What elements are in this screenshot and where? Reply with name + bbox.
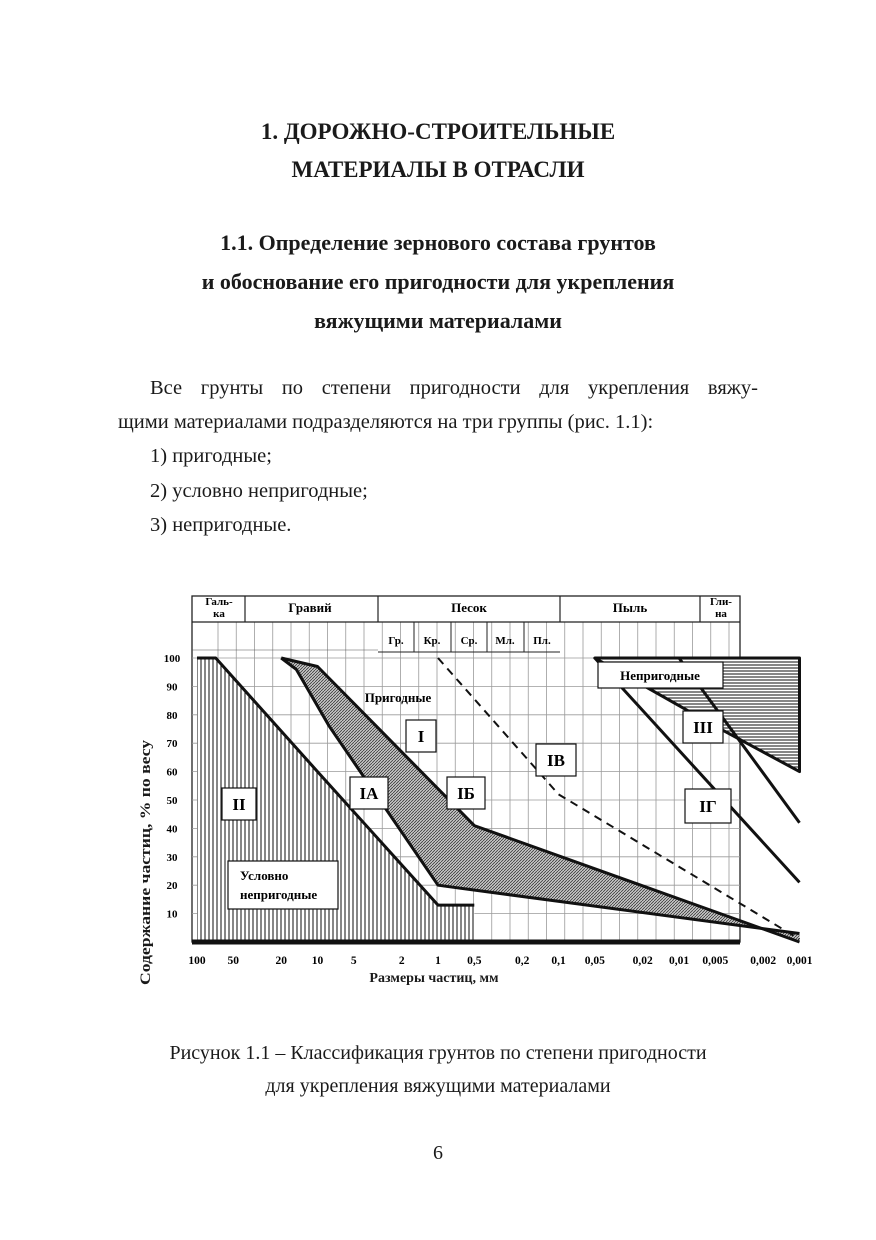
y-tick-label: 70 (166, 738, 178, 751)
x-tick-label: 0,5 (467, 955, 482, 967)
zone-label-II: II (232, 795, 246, 814)
sand-subgroup-label: Пл. (533, 635, 551, 647)
y-tick-label: 10 (166, 908, 178, 921)
intro-line-1: Все грунты по степени пригодности для укрепления вяжу- (150, 377, 758, 399)
x-axis-label: Размеры частиц, мм (369, 971, 499, 986)
list-item-2: 2) условно непригодные; (150, 480, 368, 502)
x-tick-label: 0,01 (668, 955, 690, 967)
x-tick-label: 0,1 (551, 955, 566, 967)
sand-subgroup-label: Ср. (460, 635, 478, 647)
section-title-line-2: и обоснование его пригодности для укрепления (201, 269, 675, 294)
y-tick-label: 30 (166, 851, 178, 864)
zone-label-IA: IA (359, 784, 379, 803)
fraction-group-label: Гли- (710, 596, 732, 608)
chapter-title-line-2: МАТЕРИАЛЫ В ОТРАСЛИ (291, 157, 585, 182)
fraction-group-label: Галь- (205, 596, 233, 608)
y-tick-label: 40 (166, 823, 178, 836)
x-tick-label: 0,005 (702, 955, 729, 967)
list-item-3: 3) непригодные. (150, 514, 292, 536)
y-tick-label: 20 (166, 880, 178, 893)
zone-label-III: III (693, 718, 713, 737)
y-tick-label: 100 (163, 653, 181, 665)
figure-caption-line-2: для укрепления вяжущими материалами (265, 1075, 611, 1097)
sand-subgroup-label: Кр. (423, 635, 441, 647)
fraction-group-label: на (715, 608, 727, 620)
x-tick-label: 0,05 (584, 955, 605, 967)
fraction-group-label: ка (213, 608, 225, 620)
soil-classification-chart (0, 580, 876, 1000)
x-tick-label: 50 (227, 955, 240, 967)
figure-caption-line-1: Рисунок 1.1 – Классификация грунтов по степени пригодности (169, 1042, 707, 1064)
fraction-group-label: Песок (451, 600, 487, 615)
zone-label-IG: IГ (699, 797, 717, 816)
chapter-title-line-1: 1. ДОРОЖНО-СТРОИТЕЛЬНЫЕ (260, 119, 616, 144)
x-tick-label: 100 (188, 955, 206, 967)
sand-subgroup-label: Мл. (495, 635, 515, 647)
x-tick-label: 0,02 (632, 955, 653, 967)
group-label-unsuitable: Непригодные (620, 668, 700, 683)
zone-label-I: I (417, 727, 425, 746)
fraction-header (192, 596, 740, 652)
y-tick-label: 60 (166, 766, 178, 779)
y-tick-labels (164, 653, 181, 921)
group-label-conditional-line-2: непригодные (240, 887, 318, 902)
x-tick-label: 0,001 (786, 955, 813, 967)
fraction-group-label: Гравий (288, 600, 332, 615)
section-title-line-3: вяжущими материалами (314, 308, 562, 333)
intro-line-2: щими материалами подразделяются на три группы (рис. 1.1): (118, 411, 654, 433)
x-tick-label: 5 (350, 955, 357, 967)
list-item-1: 1) пригодные; (150, 445, 272, 467)
y-tick-label: 80 (166, 709, 178, 722)
x-tick-label: 20 (275, 955, 287, 967)
section-title-line-1: 1.1. Определение зернового состава грунтов (220, 230, 656, 255)
y-tick-label: 90 (166, 681, 178, 694)
group-label-suitable: Пригодные (364, 690, 432, 705)
x-tick-labels (188, 955, 812, 967)
zone-label-IB: IB (547, 751, 565, 770)
page-number: 6 (433, 1142, 443, 1164)
y-tick-label: 50 (166, 795, 178, 807)
fraction-group-label: Пыль (612, 600, 648, 615)
x-tick-label: 0,2 (515, 955, 530, 967)
group-label-conditional-line-1: Условно (240, 868, 289, 883)
x-tick-label: 0,002 (750, 955, 777, 967)
x-tick-label: 10 (311, 955, 324, 967)
y-axis-label: Содержание частиц, % по весу (138, 776, 154, 985)
zone-label-IB-cyrillic: IБ (457, 784, 475, 803)
x-tick-label: 2 (398, 955, 405, 967)
x-tick-label: 1 (435, 955, 441, 967)
sand-subgroup-label: Гр. (388, 635, 404, 647)
